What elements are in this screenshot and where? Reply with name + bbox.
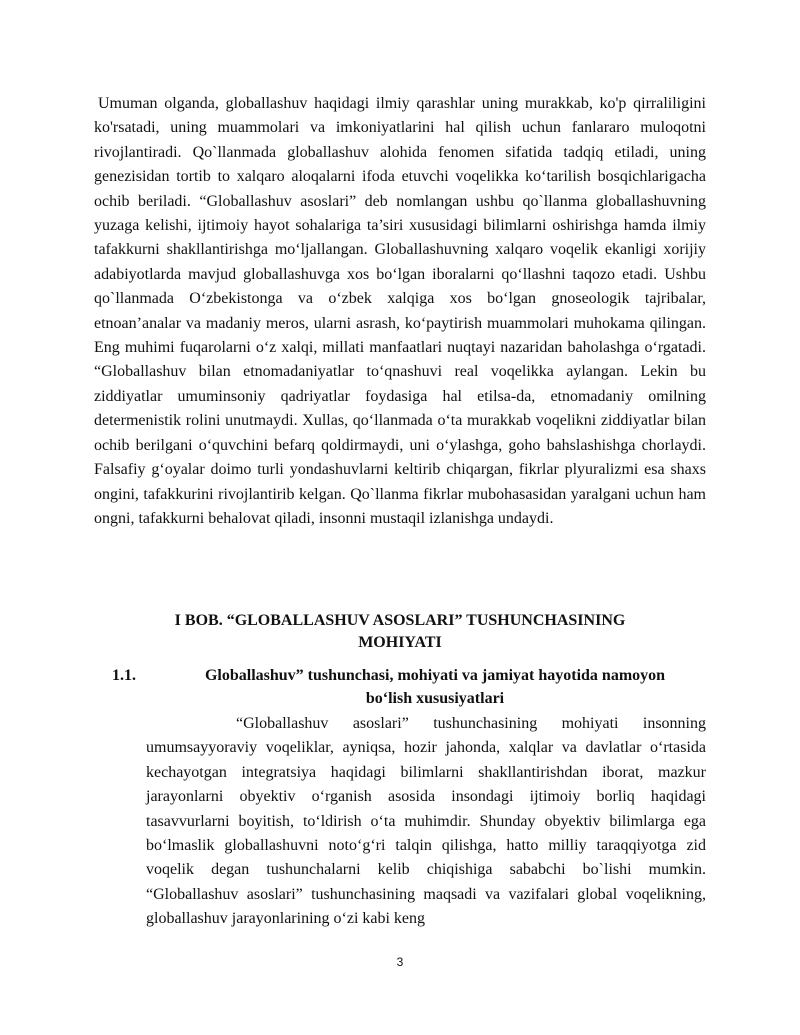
intro-paragraph: Umuman olganda, globallashuv haqidagi ilmiy qarashlar uning murakkab, ko'p qirraliligini ko'rsatadi, uning muammolari va imkoniyatlarini hal qilish uchun fanlararo muloqotni rivojlantiradi. Qo`llanmada globallashuv alohida fenomen sifatida tadqiq etiladi, uning genezisidan tortib to xalqaro aloqalarni ifoda etuvchi voqelikka ko‘tarilish bosqichlarigacha ochib beriladi. “Globallashuv asoslari” deb nomlangan ushbu qo`llanma globallashuvning yuzaga kelishi, ijtimoiy hayot sohalariga ta’siri xususidagi bilimlarni oshirishga hamda ilmiy tafakkurni shakllantirishga mo‘ljallangan. Globallashuvning xalqaro voqelik ekanligi xorijiy adabiyotlarda mavjud globallashuvga xos bo‘lgan iboralarni qo‘llashni taqozo etadi. Ushbu qo`llanmada O‘zbekistonga va o‘zbek xalqiga xos bo‘lgan gnoseologik tajribalar, etnoan’analar va madaniy meros, ularni asrash, ko‘paytirish muammolari muhokama qilingan. Eng muhimi fuqarolarni o‘z xalqi, millati manfaatlari nuqtayi nazaridan baholashga o‘rgatadi. “Globallashuv bilan etnomadaniyatlar to‘qnashuvi real voqelikka aylangan. Lekin bu ziddiyatlar umuminsoniy qadriyatlar foydasiga hal etilsa-da, etnomadaniy omilning determenistik rolini unutmaydi. Xullas, qo‘llanmada o‘ta murakkab voqelikni ziddiyatlar bilan ochib berilgani o‘quvchini befarq qoldirmaydi, uni o‘ylashga, goho bahslashishga chorlaydi. Falsafiy g‘oyalar doimo turli yondashuvlarni keltirib chiqargan, fikrlar plyuralizmi esa shaxs ongini, tafakkurini rivojlantirib kelgan. Qo`llanma fikrlar mubohasasidan yaralgani uchun ham ongni, tafakkurni behalovat qiladi, insonni mustaqil izlanishga undaydi. [94,95,706,527]
section-heading [112,664,712,710]
section-title-line1: Globallashuv” tushunchasi, mohiyati va jamiyat hayotida namoyon [204,667,666,684]
section-title-line2: bo‘lish xususiyatlari [365,690,505,707]
chapter-heading [100,610,700,654]
section-number: 1.1. [112,667,136,684]
page-number: 3 [396,955,404,969]
chapter-heading-line2: MOHIYATI [358,634,442,651]
chapter-heading-line1: I BOB. “GLOBALLASHUV ASOSLARI” TUSHUNCHASINING [174,612,626,629]
section-paragraph: “Globallashuv asoslari” tushunchasining mohiyati insonning umumsayyoraviy voqeliklar, ayniqsa, hozir jahonda, xalqlar va davlatlar o‘rtasida kechayotgan integratsiya haqidagi bilimlarni shakllantirishdan iborat, mazkur jarayonlarni obyektiv o‘rganish asosida insondagi ijtimoiy borliq haqidagi tasavvurlarni boyitish, to‘ldirish o‘ta muhimdir. Shunday obyektiv bilimlarga ega bo‘lmaslik globallashuvni noto‘g‘ri talqin qilishga, hatto milliy taraqqiyotga zid voqelik degan tushunchalarni kelib chiqishiga sababchi bo`lishi mumkin. “Globallashuv asoslari” tushunchasining maqsadi va vazifalari global voqelikning, globallashuv jarayonlarining o‘zi kabi keng [146,715,706,928]
